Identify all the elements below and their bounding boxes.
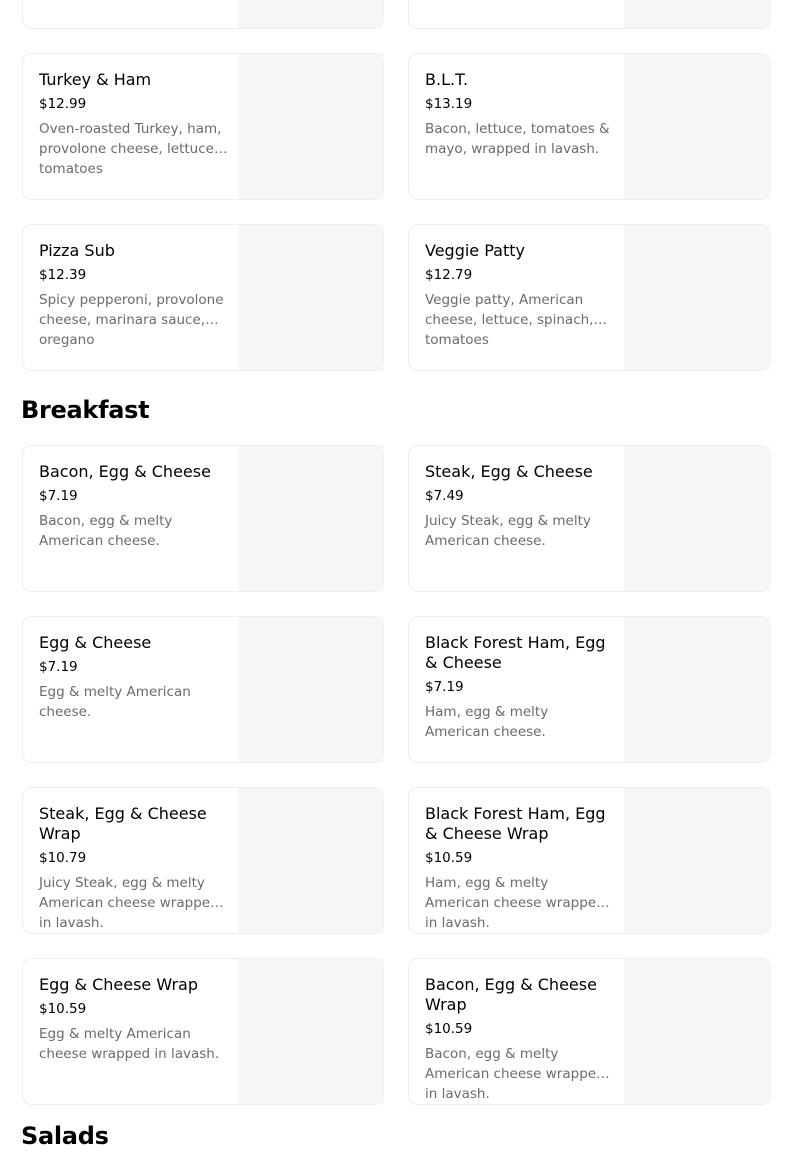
section-title-salads: Salads (21, 1122, 109, 1150)
menu-item-description: Juicy Steak, egg & melty American cheese. (425, 513, 591, 549)
menu-item-name: Black Forest Ham, Egg & Cheese Wrap (425, 804, 606, 843)
menu-item-price: $7.49 (425, 488, 464, 504)
menu-item-text (23, 225, 238, 370)
menu-item-text (409, 225, 624, 370)
menu-item-description: Ham, egg & melty American cheese. (425, 704, 549, 740)
section-title-breakfast: Breakfast (21, 396, 150, 424)
menu-item-card[interactable] (22, 53, 384, 200)
menu-item-name: Veggie Patty (425, 241, 525, 260)
menu-item-card[interactable] (408, 445, 771, 592)
menu-item-image (624, 225, 770, 370)
menu-item-price: $10.59 (39, 1001, 87, 1017)
menu-item-card[interactable] (408, 958, 771, 1105)
menu-item-description: Egg & melty American cheese wrapped in lavash. (39, 1026, 220, 1062)
menu-item-name: Steak, Egg & Cheese Wrap (39, 804, 207, 843)
menu-item-description: Bacon, egg & melty American cheese wrapped in lavash. (425, 1046, 605, 1102)
menu-item-image (238, 617, 383, 762)
menu-item-price: $10.59 (425, 1021, 473, 1037)
menu-item-card[interactable] (408, 0, 771, 29)
menu-item-price: $12.99 (39, 96, 87, 112)
menu-item-name: Black Forest Ham, Egg & Cheese (425, 633, 606, 672)
menu-item-description: Ham, egg & melty American cheese wrapped in lavash. (425, 875, 605, 931)
menu-item-text (409, 959, 624, 1104)
menu-item-price: $10.79 (39, 850, 87, 866)
menu-item-text (23, 446, 238, 591)
menu-item-description: Oven-roasted Turkey, ham, provolone cheese, lettuce, tomatoes (39, 121, 222, 177)
menu-item-card[interactable] (22, 787, 384, 934)
menu-item-image (238, 959, 383, 1104)
menu-item-card[interactable] (408, 53, 771, 200)
menu-item-name: Turkey & Ham (39, 70, 152, 89)
menu-item-description: Bacon, egg & melty American cheese. (39, 513, 173, 549)
menu-item-card[interactable] (408, 224, 771, 371)
menu-item-name: Egg & Cheese (39, 633, 152, 652)
menu-item-price: $7.19 (39, 659, 78, 675)
menu-item-name: Bacon, Egg & Cheese Wrap (425, 975, 597, 1014)
menu-item-description: Egg & melty American cheese. (39, 684, 191, 720)
menu-item-card[interactable] (22, 616, 384, 763)
menu-item-image (238, 446, 383, 591)
menu-item-text (409, 446, 624, 591)
menu-item-text (409, 54, 624, 199)
menu-item-image (624, 617, 770, 762)
menu-item-text (23, 617, 238, 762)
menu-item-price: $7.19 (39, 488, 78, 504)
menu-item-name: Pizza Sub (39, 241, 115, 260)
sandwiches-grid (0, 0, 804, 371)
menu-item-card[interactable] (22, 958, 384, 1105)
menu-item-image (238, 0, 383, 28)
menu-item-text (23, 788, 238, 933)
menu-item-description: Bacon, lettuce, tomatoes & mayo, wrapped in lavash. (425, 121, 610, 157)
menu-item-text (23, 959, 238, 1104)
menu-item-card[interactable] (22, 224, 384, 371)
menu-item-text (23, 0, 238, 28)
menu-item-image (624, 959, 770, 1104)
menu-item-image (624, 788, 770, 933)
menu-item-image (624, 54, 770, 199)
menu-item-image (238, 225, 383, 370)
breakfast-grid (0, 445, 804, 1105)
menu-item-description: Veggie patty, American cheese, lettuce, spinach, tomatoes (425, 292, 594, 348)
menu-item-price: $10.59 (425, 850, 473, 866)
menu-item-text (23, 54, 238, 199)
menu-item-name: Egg & Cheese Wrap (39, 975, 198, 994)
menu-item-image (624, 0, 770, 28)
menu-item-card[interactable] (408, 787, 771, 934)
menu-item-name: B.L.T. (425, 70, 469, 89)
menu-item-price: $12.39 (39, 267, 87, 283)
menu-item-price: $12.79 (425, 267, 473, 283)
menu-item-text (409, 617, 624, 762)
menu-item-description: Spicy pepperoni, provolone cheese, marinara sauce, oregano (39, 292, 224, 348)
menu-item-image (238, 788, 383, 933)
menu-item-card[interactable] (408, 616, 771, 763)
menu-item-text (409, 0, 624, 28)
menu-item-image (624, 446, 770, 591)
menu-item-price: $13.19 (425, 96, 473, 112)
menu-item-card[interactable] (22, 445, 384, 592)
menu-item-name: Bacon, Egg & Cheese (39, 462, 211, 481)
menu-item-image (238, 54, 383, 199)
menu-item-card[interactable] (22, 0, 384, 29)
menu-item-text (409, 788, 624, 933)
menu-item-description: Juicy Steak, egg & melty American cheese wrapped in lavash. (39, 875, 219, 931)
menu-item-price: $7.19 (425, 679, 464, 695)
menu-item-name: Steak, Egg & Cheese (425, 462, 593, 481)
